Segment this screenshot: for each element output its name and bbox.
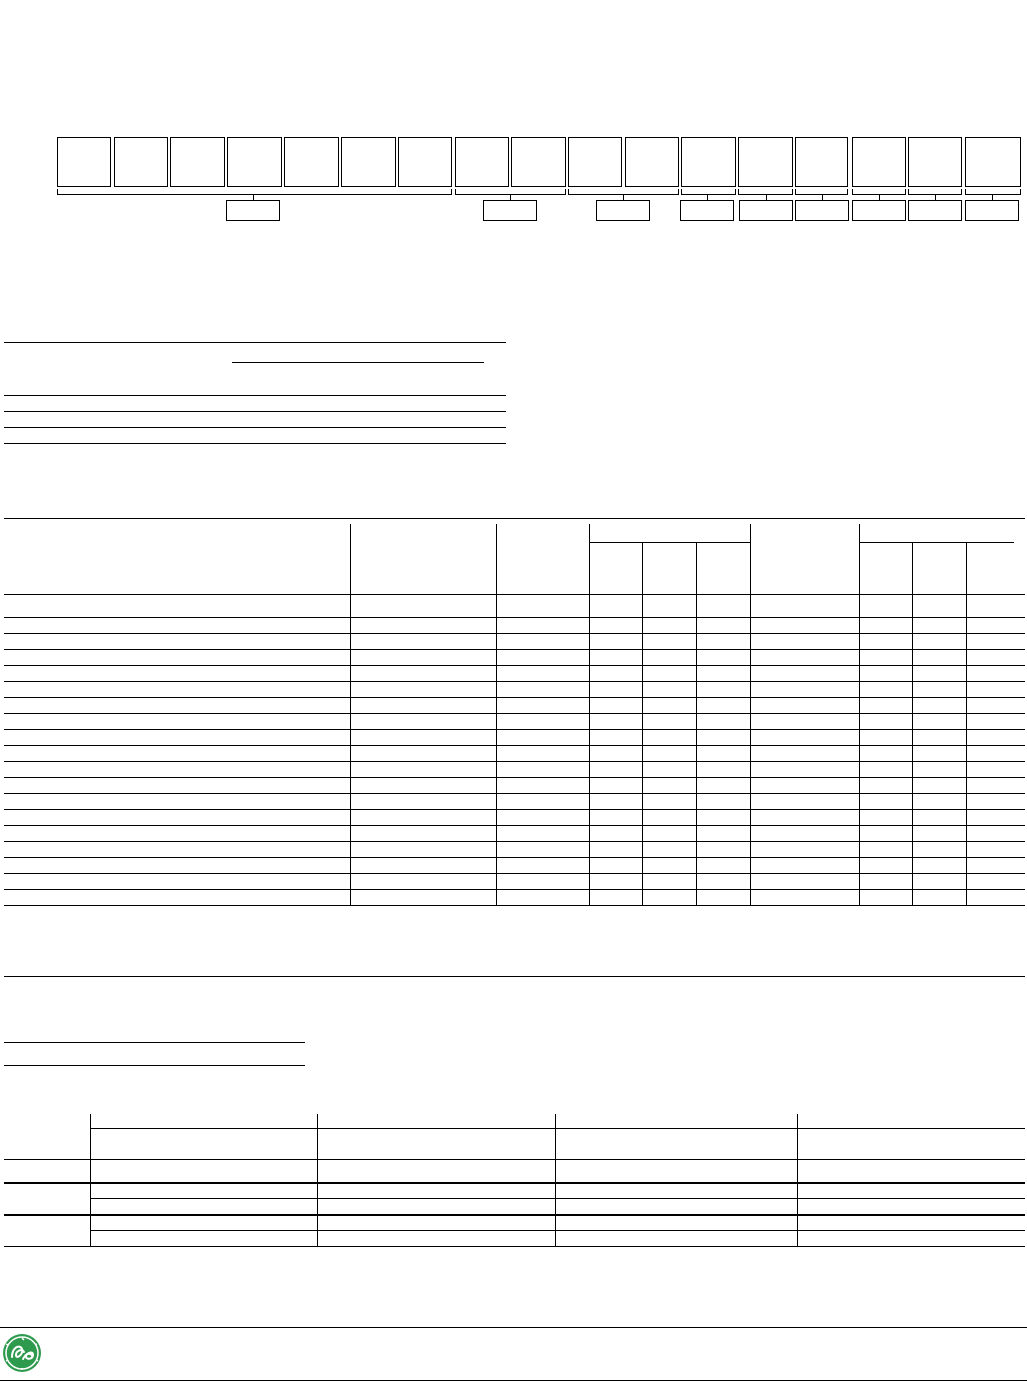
section-divider <box>4 976 1025 977</box>
table-row <box>90 1230 1025 1231</box>
model-code-box <box>57 137 111 187</box>
model-code-box <box>455 137 509 187</box>
table-subcolumn-rule <box>642 543 643 905</box>
table-row <box>4 633 1025 634</box>
model-code-label-box <box>908 200 962 221</box>
table-column-rule <box>496 524 497 905</box>
table-row <box>4 745 1025 746</box>
model-code-box <box>114 137 168 187</box>
lower-bottom-rule <box>4 1246 1025 1247</box>
footer-bottom-rule <box>0 1380 1027 1381</box>
footer-top-rule <box>0 1327 1027 1328</box>
lower-header-rule <box>90 1128 1025 1129</box>
table-row <box>4 777 1025 778</box>
table-row <box>4 681 1025 682</box>
model-code-box <box>398 137 452 187</box>
model-code-bracket <box>57 189 452 195</box>
model-code-box <box>908 137 962 187</box>
spec-header-rule <box>4 342 506 343</box>
lower-header-bottom-rule <box>4 1159 1025 1160</box>
group-header-rule <box>589 542 750 543</box>
model-code-box <box>227 137 282 187</box>
spec-row-rule <box>4 395 506 396</box>
lower-column-rule <box>555 1114 556 1246</box>
lower-group-rule <box>4 1182 1025 1184</box>
note-rule <box>4 1065 305 1066</box>
table-row <box>4 857 1025 858</box>
note-rule <box>4 1042 305 1043</box>
spec-row-rule <box>4 411 506 412</box>
table-row <box>4 665 1025 666</box>
group-header-rule <box>859 542 1014 543</box>
model-code-box <box>284 137 339 187</box>
model-code-label-box <box>795 200 849 221</box>
table-subcolumn-rule <box>966 543 967 905</box>
model-code-box <box>852 137 906 187</box>
table-row <box>4 825 1025 826</box>
model-code-box <box>795 137 848 187</box>
table-row <box>4 729 1025 730</box>
ge-logo-icon <box>2 1333 42 1373</box>
table-column-rule <box>589 524 590 905</box>
table-column-rule <box>350 524 351 905</box>
lower-column-rule <box>797 1114 798 1246</box>
model-code-box <box>511 137 566 187</box>
table-row <box>4 889 1025 890</box>
table-bottom-rule <box>4 905 1025 906</box>
table-row <box>4 713 1025 714</box>
table-row <box>4 841 1025 842</box>
table-column-rule <box>750 524 751 905</box>
model-code-label-box <box>680 200 734 221</box>
table-row <box>4 809 1025 810</box>
model-code-box <box>170 137 225 187</box>
table-subcolumn-rule <box>912 543 913 905</box>
model-code-box <box>965 137 1021 187</box>
table-row <box>4 761 1025 762</box>
spec-row-rule <box>4 443 506 444</box>
model-code-label-box <box>596 200 650 221</box>
spec-subheader-rule <box>232 362 484 363</box>
table-row <box>4 793 1025 794</box>
model-code-box <box>568 137 622 187</box>
table-row <box>4 649 1025 650</box>
table-row <box>4 617 1025 618</box>
lower-column-rule <box>317 1114 318 1246</box>
table-top-rule <box>4 518 1025 519</box>
lower-column-rule <box>90 1114 91 1246</box>
model-code-box <box>625 137 679 187</box>
spec-row-rule <box>4 427 506 428</box>
table-header-rule <box>4 594 1025 595</box>
table-row <box>90 1198 1025 1199</box>
model-code-label-box <box>852 200 906 221</box>
table-column-rule <box>859 524 860 905</box>
lower-group-rule <box>4 1214 1025 1216</box>
model-code-label-box <box>226 200 280 221</box>
model-code-label-box <box>965 200 1019 221</box>
model-code-bracket <box>965 189 1021 195</box>
model-code-label-box <box>739 200 793 221</box>
table-subcolumn-rule <box>696 543 697 905</box>
model-code-box <box>738 137 793 187</box>
model-code-box <box>341 137 396 187</box>
model-code-label-box <box>483 200 537 221</box>
table-row <box>4 697 1025 698</box>
model-code-box <box>681 137 736 187</box>
model-code-bracket <box>681 189 736 195</box>
table-row <box>4 873 1025 874</box>
